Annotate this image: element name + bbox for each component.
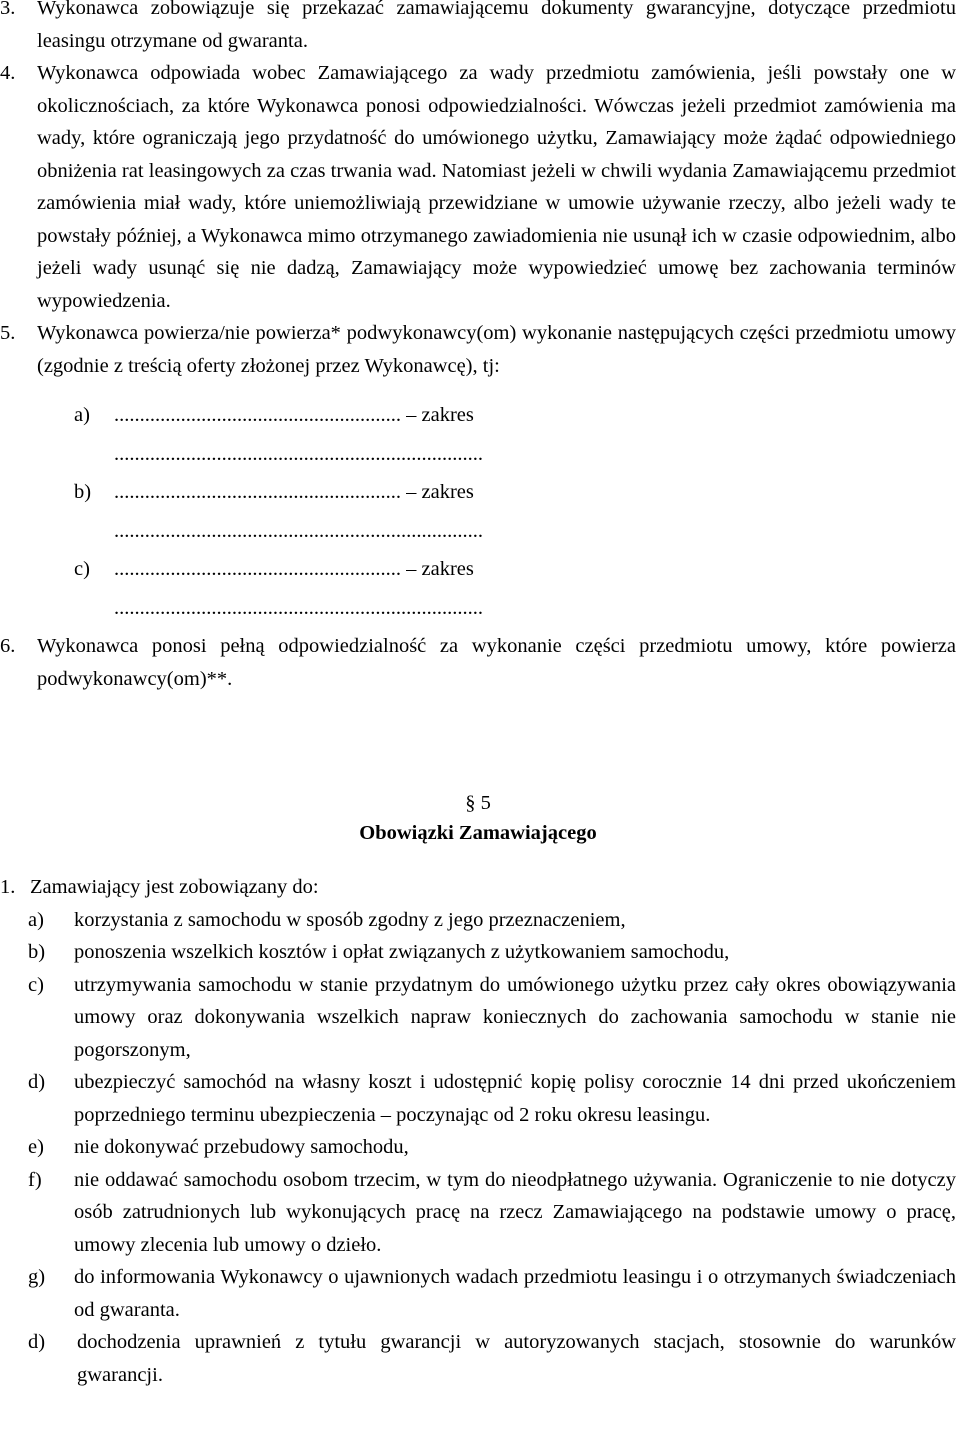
item-label: b) — [28, 941, 46, 963]
numbered-list-top — [0, 0, 956, 695]
item-text: Wykonawca zobowiązuje się przekazać zamawiającemu dokumenty gwarancyjne, dotyczące przedmiotu leasingu otrzymane od gwaranta. — [37, 0, 956, 52]
item-label: a) — [28, 908, 44, 931]
entry-line: ........................................................ – zakres — [114, 404, 474, 426]
list-item-6 — [0, 630, 956, 695]
item-text: ubezpieczyć samochód na własny koszt i udostępnić kopię polisy corocznie 14 dni przed ukończeniem poprzedniego terminu ubezpieczenia – poczynając od 2 roku okresu leasingu. — [74, 1071, 956, 1126]
item-label: d) — [28, 1331, 46, 1353]
obligation-item-c — [0, 969, 956, 1067]
item-text: nie dokonywać przebudowy samochodu, — [74, 1136, 409, 1158]
item-label: g) — [28, 1266, 46, 1288]
obligation-item-a — [0, 904, 956, 937]
obligation-item-d — [0, 1066, 956, 1131]
obligations-section — [0, 871, 956, 1391]
item-number: 1. — [0, 876, 16, 898]
item-text: Wykonawca odpowiada wobec Zamawiającego za wady przedmiotu zamówienia, jeśli powstały one w okolicznościach, za które Wykonawca ponosi odpowiedzialności. Wówczas jeżeli przedmiot zamówienia ma wady, które ograniczają jego przydatność do umówionego użytku, Zamawiający może żądać odpowiedniego obniżenia rat leasingowych za czas trwania wad. Natomiast jeżeli w chwili wydania Zamawiającemu przedmiot zamówienia miał wady, które uniemożliwiają przewidziane w umowie używanie rzeczy, albo jeżeli wady te powstały później, a Wykonawca mimo otrzymanego zawiadomienia nie usunął ich w czasie odpowiednim, albo jeżeli wady usunąć się nie dadzą, Zamawiający może wypowiedzieć umowę bez zachowania terminów wypowiedzenia. — [37, 62, 956, 312]
item-number: 6. — [0, 635, 16, 657]
subcontract-entry-a — [37, 396, 956, 473]
entry-label: a) — [74, 404, 90, 426]
item-number: 5. — [0, 322, 16, 344]
item-number: 3. — [0, 0, 16, 19]
obligations-intro — [0, 871, 956, 904]
obligation-item-e — [0, 1131, 956, 1164]
entry-line: ........................................................................ — [114, 596, 483, 619]
entry-line: ........................................................................ — [114, 519, 483, 542]
obligation-item-g — [0, 1261, 956, 1326]
item-text: utrzymywania samochodu w stanie przydatnym do umówionego użytku przez cały okres obowiązywania umowy oraz dokonywania wszelkich napraw koniecznych do zachowania samochodu w stanie nie pogorszonym, — [74, 973, 956, 1061]
item-text: Wykonawca ponosi pełną odpowiedzialność za wykonanie części przedmiotu umowy, które powierza podwykonawcy(om)**. — [37, 635, 956, 690]
entry-label: c) — [74, 558, 90, 580]
list-item-5 — [0, 317, 956, 627]
item-label: d) — [28, 1071, 46, 1093]
entry-line: ........................................................ – zakres — [114, 558, 474, 580]
item-text: dochodzenia uprawnień z tytułu gwarancji w autoryzowanych stacjach, stosownie do warunków gwarancji. — [77, 1331, 956, 1386]
item-text: do informowania Wykonawcy o ujawnionych wadach przedmiotu leasingu i o otrzymanych świadczeniach od gwaranta. — [74, 1266, 956, 1321]
item-label: e) — [28, 1136, 44, 1158]
item-number: 4. — [0, 62, 16, 84]
item-text: nie oddawać samochodu osobom trzecim, w tym do nieodpłatnego używania. Ograniczenie to nie dotyczy osób zatrudnionych lub wykonujących pracę na rzecz Zamawiającego na podstawie umowy o pracę, umowy zlecenia lub umowy o dzieło. — [74, 1168, 956, 1256]
obligation-item-f — [0, 1164, 956, 1262]
list-item-4 — [0, 57, 956, 317]
subcontract-entry-b — [37, 473, 956, 550]
item-text: korzystania z samochodu w sposób zgodny z jego przeznaczeniem, — [74, 908, 626, 931]
intro-text: Zamawiający jest zobowiązany do: — [30, 876, 319, 898]
item-text: Wykonawca powierza/nie powierza* podwykonawcy(om) wykonanie następujących części przedmiotu umowy (zgodnie z treścią oferty złożonej przez Wykonawcę), tj: — [37, 322, 956, 377]
entry-line: ........................................................................ — [114, 442, 483, 465]
obligation-item-b — [0, 936, 956, 969]
item-text: ponoszenia wszelkich kosztów i opłat związanych z użytkowaniem samochodu, — [74, 941, 730, 963]
item-label: c) — [28, 973, 44, 996]
list-item-3 — [0, 0, 956, 57]
subcontract-entry-c — [37, 550, 956, 627]
entry-line: ........................................................ – zakres — [114, 481, 474, 503]
entry-label: b) — [74, 481, 92, 503]
item-label: f) — [28, 1168, 42, 1191]
subcontract-list — [37, 396, 956, 627]
section-title: Obowiązki Zamawiającego — [359, 822, 597, 844]
section-number: § 5 — [465, 792, 491, 814]
obligation-item-d-second — [0, 1326, 956, 1391]
